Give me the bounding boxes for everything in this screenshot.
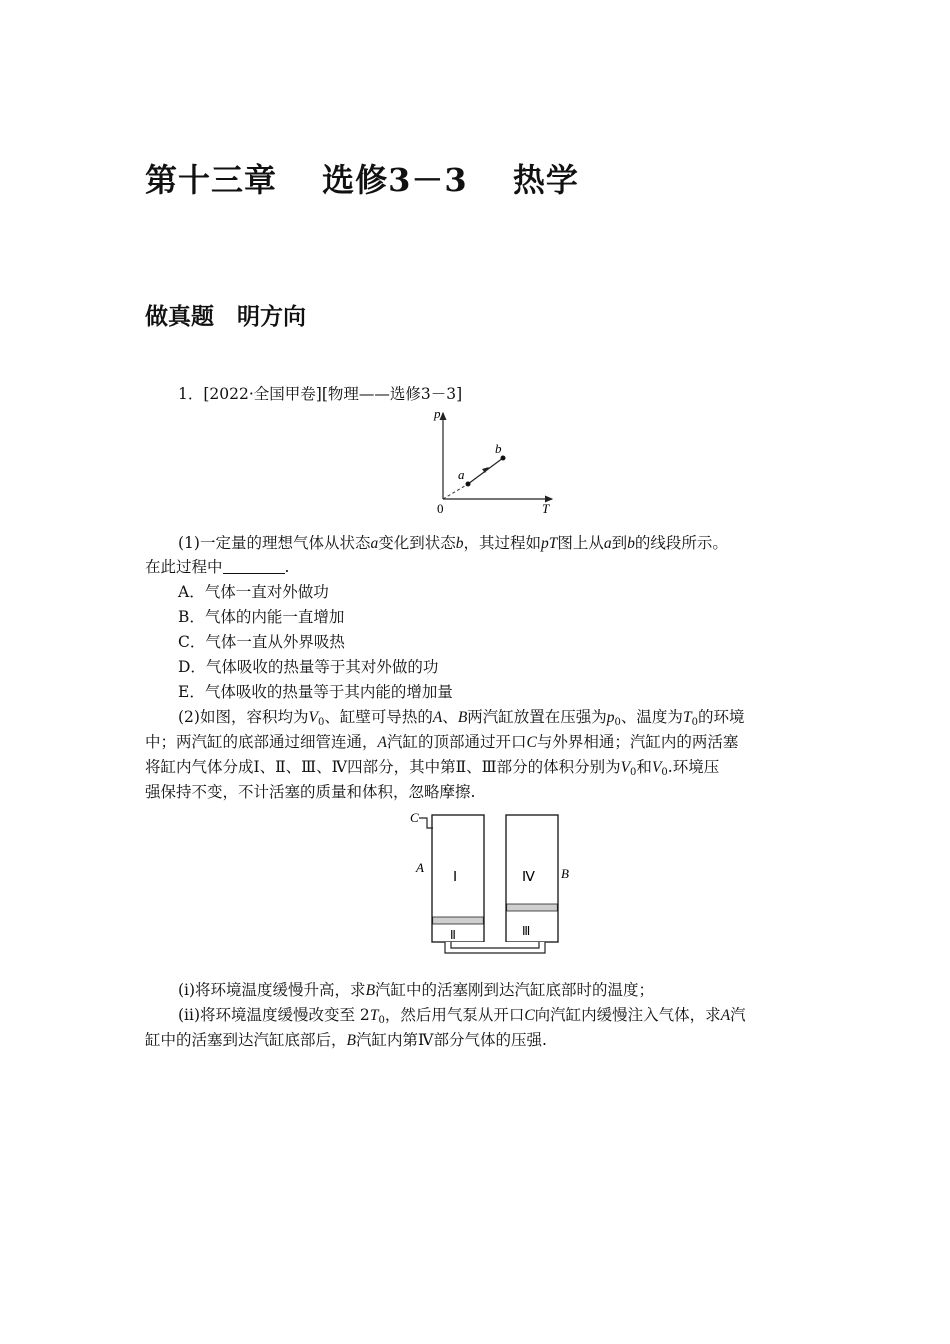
part1-text: ，其过程如 [463,534,541,552]
var-a: a [603,535,612,552]
var-C: C [524,1007,535,1024]
part2-line3 [145,757,719,778]
subscript: 0 [630,767,637,778]
subscript: 0 [614,717,621,728]
label-b: B [561,866,569,881]
sub-ii-text: 向汽缸内缓慢注入气体，求 [534,1006,721,1024]
section-title: 做真题 明方向 [145,303,306,330]
var-A: A [720,1007,731,1024]
piston-a [433,917,484,924]
sub-ii-text: (ⅱ)将环境温度缓慢改变至 2 [178,1006,370,1024]
subscript: 0 [378,1015,385,1026]
subscript: 0 [661,767,668,778]
point-b-label: b [495,441,502,456]
chapter-title: 第十三章 选修3－3 热学 [145,161,579,199]
part1-text: (1)一定量的理想气体从状态 [178,534,371,552]
subscript: 0 [317,717,325,728]
part2-text: 中；两汽缸的底部通过细管连通， [145,733,378,751]
point-a [466,482,471,487]
connecting-tube [445,942,545,953]
part1-text: 在此过程中 [145,558,223,576]
x-axis-label: T [542,501,550,516]
sub-question-i [178,980,654,1001]
sub-question-ii-line1 [178,1005,746,1026]
var-V: V [620,759,631,776]
part2-text: 的环境 [697,708,745,726]
var-A: A [377,734,387,751]
label-part-2: Ⅱ [450,928,456,942]
var-pT: pT [541,535,558,552]
sub-i-text: (ⅰ)将环境温度缓慢升高，求 [178,981,366,999]
var-C: C [526,734,537,751]
var-V: V [308,709,318,726]
label-a: A [416,860,424,875]
piston-b [507,904,558,911]
sub-i-text: 汽缸中的活塞刚到达汽缸底部时的温度； [375,981,655,999]
part1-text: 变化到状态 [378,534,456,552]
question-number: 1． [178,385,204,403]
var-p: p [606,709,615,726]
sub-question-ii-line2 [145,1030,547,1051]
var-B: B [365,982,376,999]
part2-text: 、 [442,708,458,726]
part2-text: 、温度为 [620,708,683,726]
pt-graph [420,405,560,517]
part2-text: (2)如图，容积均为 [178,708,309,726]
question-header [178,384,462,404]
sub-ii-text: 汽 [730,1006,746,1024]
cylinder-diagram [405,808,585,958]
label-part-1: Ⅰ [453,870,458,885]
part1-text: 图上从 [557,534,604,552]
var-b: b [455,535,464,552]
var-A: A [432,709,443,726]
option-b: B．气体的内能一直增加 [178,608,345,626]
part2-text: 两汽缸放置在压强为 [467,708,607,726]
extension-dashed-line [443,484,468,499]
part2-text: 、缸壁可导热的 [324,708,433,726]
part2-text: 将缸内气体分成Ⅰ、Ⅱ、Ⅲ、Ⅳ四部分，其中第Ⅱ、Ⅲ部分的体积分别为 [145,758,621,776]
part1-text: 的线段所示。 [634,534,728,552]
var-B: B [457,709,468,726]
option-d: D．气体吸收的热量等于其对外做的功 [178,658,439,676]
answer-blank[interactable] [223,559,285,574]
label-part-3: Ⅲ [522,924,531,938]
var-b: b [627,535,635,552]
var-T: T [369,1007,379,1024]
part1-text: 到 [611,534,628,552]
var-a: a [370,535,379,552]
label-part-4: Ⅳ [522,870,535,885]
option-c: C．气体一直从外界吸热 [178,633,345,651]
part1-text: . [284,558,290,576]
var-V: V [651,759,662,776]
subscript: 0 [691,717,698,728]
y-axis-label: p [434,406,441,421]
question-source: [2022·全国甲卷][物理——选修3－3] [203,385,463,403]
part1-line1 [178,533,728,554]
part2-text: 和 [636,758,652,776]
point-b [501,456,506,461]
opening-c-pipe [419,818,433,828]
point-a-label: a [458,467,465,482]
label-c: C [410,810,419,825]
sub-ii-text: 缸中的活塞到达汽缸底部后， [145,1031,347,1049]
sub-ii-text: ，然后用气泵从开口 [384,1006,525,1024]
option-a: A．气体一直对外做功 [178,583,329,601]
option-e: E．气体吸收的热量等于其内能的增加量 [178,683,453,701]
var-T: T [682,709,692,726]
sub-ii-text: 汽缸内第Ⅳ部分气体的压强. [355,1031,547,1049]
origin-label: 0 [437,501,444,516]
part2-text: 汽缸的顶部通过开口 [386,733,527,751]
part2-text: 与外界相通；汽缸内的两活塞 [536,733,739,751]
part2-line1 [178,707,744,728]
part2-text: .环境压 [667,758,720,776]
part2-line4: 强保持不变，不计活塞的质量和体积，忽略摩擦. [145,783,476,801]
part1-line2 [145,557,289,577]
part2-line2 [145,732,738,753]
var-B: B [346,1032,356,1049]
